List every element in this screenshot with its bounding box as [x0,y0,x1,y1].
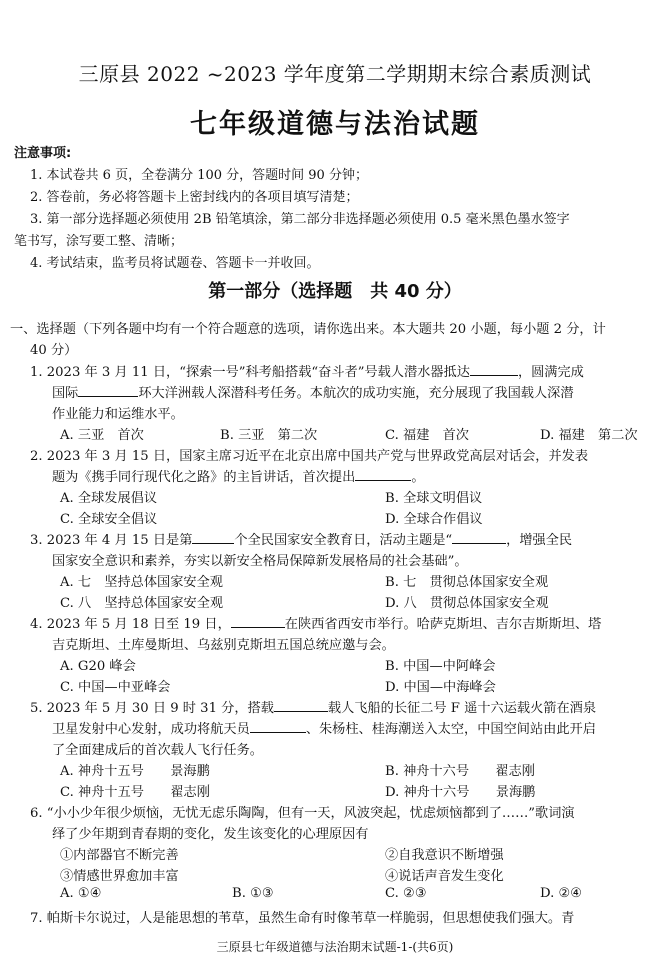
question-2-line: 2. 2023 年 3 月 15 日，国家主席习近平在北京出席中国共产党与世界政党高层对话会，并发表 [30,449,589,464]
question-text: 国际 [52,386,79,401]
option-a: A. 神舟十五号 景海鹏 [60,764,210,779]
statement-item: ③情感世界愈加丰富 [60,869,179,884]
question-text: 环大洋洲载人深潜科考任务。本航次的成功实施，充分展现了我国载人深潜 [138,386,574,401]
option-d: D. 中国—中海峰会 [385,680,496,695]
option-c: C. 神舟十五号 翟志刚 [60,785,210,800]
option-a: A. 全球发展倡议 [60,491,158,506]
question-text: 卫星发射中心发射，成功将航天员 [52,722,250,737]
section-instruction: 一、选择题（下列各题中均有一个符合题意的选项，请你选出来。本大题共 20 小题，每小题 2 分，计 [10,322,606,337]
option-b: B. 七 贯彻总体国家安全观 [385,575,549,590]
note-line: 笔书写，涂写要工整、清晰； [14,234,184,249]
option-c: C. 全球安全倡议 [60,512,158,527]
question-6-line: 绎了少年期到青春期的变化，发生该变化的心理原因有 [52,827,369,842]
question-5-line: 了全面建成后的首次载人飞行任务。 [52,743,263,758]
question-4-line: 吉克斯坦、土库曼斯坦、乌兹别克斯坦五国总统应邀与会。 [52,638,395,653]
option-a: A. 三亚 首次 [60,428,144,443]
exam-title: 三原县 2022 ~2023 学年度第二学期期末综合素质测试 [78,62,592,86]
option-d: D. 八 贯彻总体国家安全观 [385,596,549,611]
page-footer: 三原县七年级道德与法治期末试题-1-(共6页) [216,940,454,954]
answer-blank [250,720,306,733]
question-4-line [30,613,601,632]
answer-blank [274,699,328,712]
option-c: C. 八 坚持总体国家安全观 [60,596,224,611]
statement-item: ②自我意识不断增强 [385,848,504,863]
option-d: D. ②④ [540,886,583,901]
option-a: A. ①④ [60,886,102,901]
option-b: B. 全球文明倡议 [385,491,483,506]
question-1-line: 作业能力和运维水平。 [52,407,184,422]
question-5-line [30,697,596,716]
option-b: B. ①③ [232,886,274,901]
statement-item: ④说话声音发生变化 [385,869,504,884]
note-line: 4. 考试结束，监考员将试题卷、答题卡一并收回。 [30,256,320,271]
question-7-line: 7. 帕斯卡尔说过，人是能思想的苇草，虽然生命有时像苇草一样脆弱，但思想使我们强大。青 [30,911,575,926]
option-d: D. 神舟十六号 景海鹏 [385,785,536,800]
section-instruction: 40 分） [30,343,78,358]
answer-blank [452,531,506,544]
note-line: 3. 第一部分选择题必须使用 2B 铅笔填涂，第二部分非选择题必须使用 0.5 毫米黑色墨水签字 [30,212,570,227]
question-text: 5. 2023 年 5 月 30 日 9 时 31 分，搭载 [30,701,274,716]
question-text: 。 [411,470,425,485]
question-5-line [52,718,596,737]
question-text: 3. 2023 年 4 月 15 日是第 [30,533,193,548]
question-2-line [52,466,425,485]
option-b: B. 神舟十六号 翟志刚 [385,764,535,779]
answer-blank [192,531,234,544]
question-text: 1. 2023 年 3 月 11 日，“探索一号”科考船搭载“奋斗者”号载人潜水器抵达 [30,365,470,380]
option-c: C. ②③ [385,886,427,901]
answer-blank [470,363,518,376]
question-3-line [30,529,572,548]
part-title: 第一部分（选择题 共 40 分） [208,281,462,302]
option-d: D. 福建 第二次 [540,428,638,443]
question-text: 个全民国家安全教育日，活动主题是“ [234,533,453,548]
note-line: 1. 本试卷共 6 页，全卷满分 100 分，答题时间 90 分钟； [30,168,368,183]
question-text: ，圆满完成 [517,365,584,380]
question-text: 4. 2023 年 5 月 18 日至 19 日， [30,617,231,632]
answer-blank [231,615,285,628]
note-line: 2. 答卷前，务必将答题卡上密封线内的各项目填写清楚； [30,190,359,205]
option-c: C. 福建 首次 [385,428,469,443]
question-1-line [52,382,574,401]
option-a: A. G20 峰会 [60,659,136,674]
question-6-line: 6. “小小少年很少烦恼，无忧无虑乐陶陶，但有一天，风波突起，忧虑烦恼都到了……”歌词演 [30,806,575,821]
answer-blank [355,468,411,481]
question-text: 题为《携手同行现代化之路》的主旨讲话，首次提出 [52,470,356,485]
answer-blank [78,384,138,397]
question-text: 、朱杨柱、桂海潮送入太空，中国空间站由此开启 [305,722,596,737]
question-text: ，增强全民 [506,533,573,548]
subject-title: 七年级道德与法治试题 [190,109,480,140]
option-d: D. 全球合作倡议 [385,512,483,527]
option-b: B. 三亚 第二次 [220,428,318,443]
question-1-line [30,361,584,380]
option-a: A. 七 坚持总体国家安全观 [60,575,223,590]
option-b: B. 中国—中阿峰会 [385,659,496,674]
question-text: 载人飞船的长征二号 F 遥十六运载火箭在酒泉 [327,701,597,716]
option-c: C. 中国—中亚峰会 [60,680,171,695]
question-3-line: 国家安全意识和素养，夯实以新安全格局保障新发展格局的社会基础”。 [52,554,468,569]
question-text: 在陕西省西安市举行。哈萨克斯坦、吉尔吉斯斯坦、塔 [284,617,602,632]
statement-item: ①内部器官不断完善 [60,848,179,863]
notes-heading: 注意事项: [14,146,72,161]
